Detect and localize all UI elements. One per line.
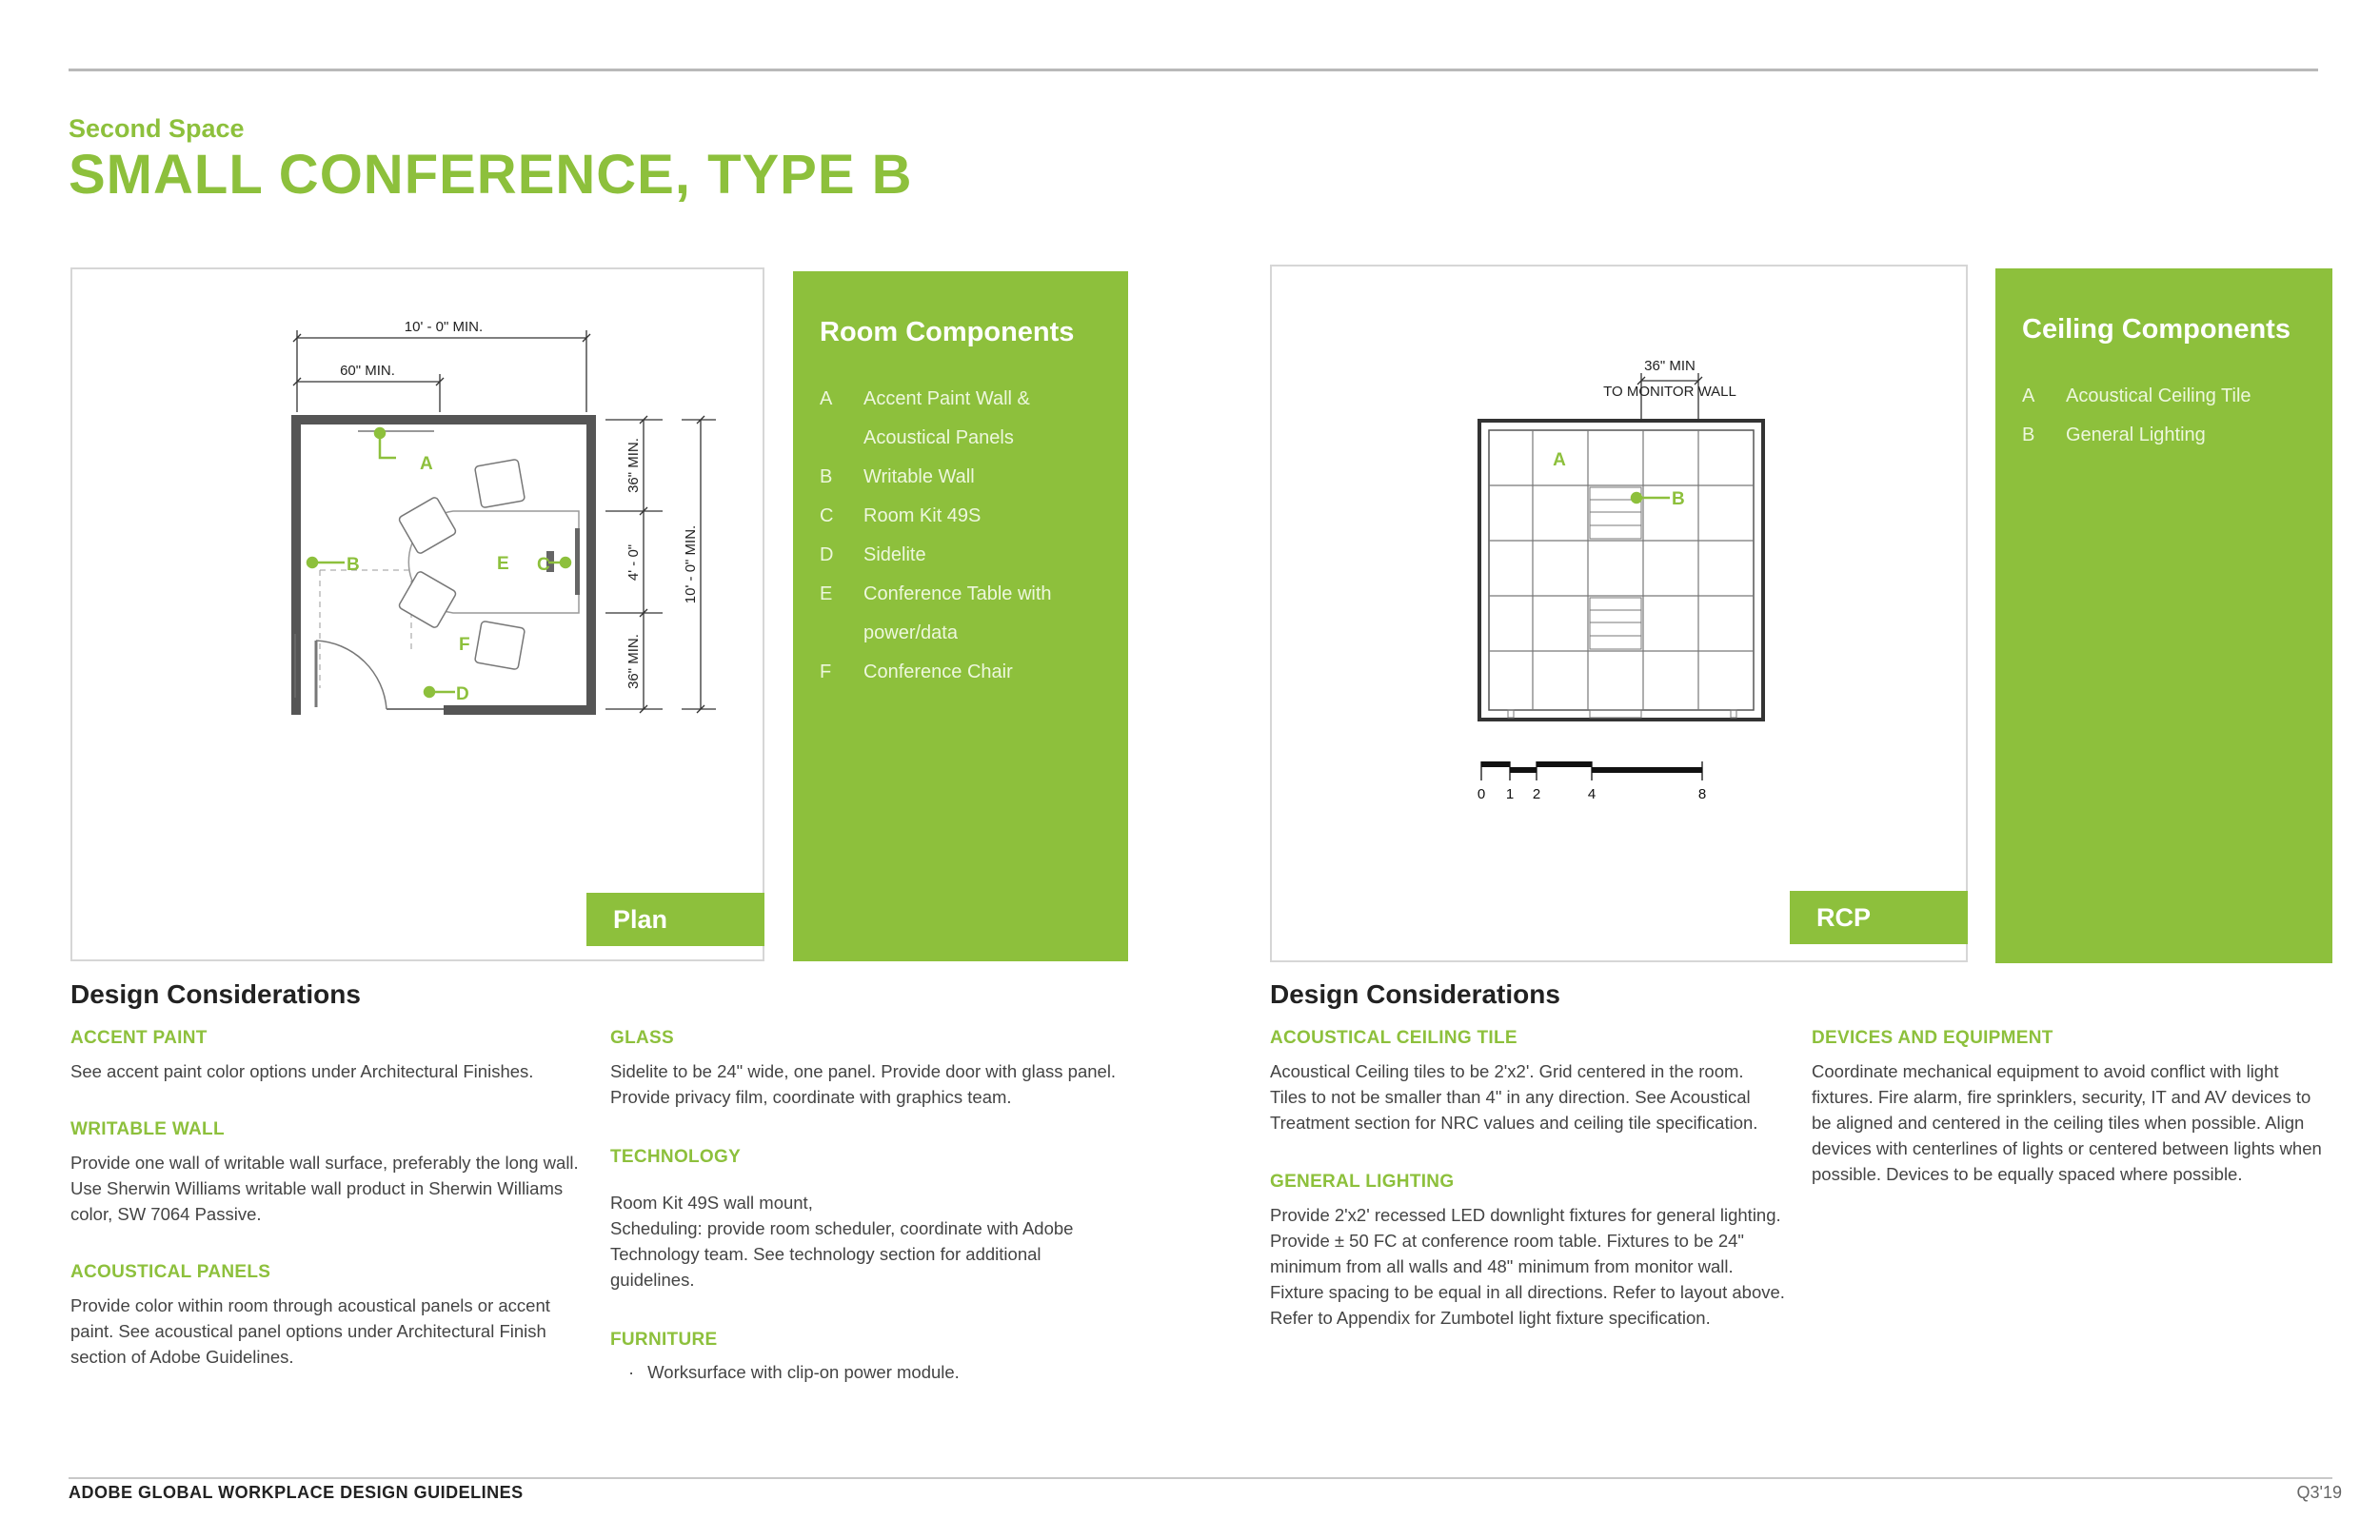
page-title: SMALL CONFERENCE, TYPE B [69,144,913,206]
room-component-letter: F [820,661,832,682]
plan-dim-partial-width: 60" MIN. [340,363,395,379]
room-component-text: Sidelite [863,544,926,565]
ceiling-component-letter: A [2022,385,2035,406]
devices-body: Coordinate mechanical equipment to avoid conflict with light fixtures. Fire alarm, fire sprinklers, security, IT and AV devices to be aligned and centered in the ceiling tiles when possible. Align devices with centerlines of lights or centered between lights when possible. Devices to be equally spaced where possible. [1812,1061,2322,1184]
room-component-text: Conference Table with power/data [863,583,1052,643]
rcp-dim-line2: TO MONITOR WALL [1603,384,1736,400]
room-component-text: Conference Chair [863,661,1013,682]
room-component-item [820,458,1073,497]
ceiling-component-item [2022,377,2275,416]
right-design-considerations-title: Design Considerations [1270,979,1560,1009]
room-components-title: Room Components [820,317,1075,347]
writable-wall-body: Provide one wall of writable wall surface, preferably the long wall. Use Sherwin Williams writable wall product in Sherwin Williams color, SW 7064 Passive. [70,1153,579,1224]
footer-title: ADOBE GLOBAL WORKPLACE DESIGN GUIDELINES [69,1483,524,1502]
room-component-text: Writable Wall [863,466,975,487]
scale-bar [1481,761,1702,780]
plan-drawing-frame [70,267,764,961]
acoustical-panels-heading: ACOUSTICAL PANELS [70,1262,271,1282]
footer-date: Q3'19 [2296,1483,2342,1502]
page-subtitle: Second Space [69,114,245,143]
door-symbol [316,641,444,709]
room-component-item [820,380,1073,458]
ceiling-components-title: Ceiling Components [2022,314,2291,345]
furniture-heading: FURNITURE [610,1330,718,1350]
scale-label: 8 [1697,786,1707,802]
furniture-bullet-text: Worksurface with clip-on power module. [647,1362,960,1382]
top-rule [69,69,2318,71]
general-lighting-heading: GENERAL LIGHTING [1270,1172,1455,1192]
plan-dim-bottom-segment: 36" MIN. [625,634,642,689]
room-component-item [820,575,1073,653]
plan-label-a: A [420,454,433,474]
rcp-drawing-frame [1270,265,1968,962]
plan-dim-top-segment: 36" MIN. [625,438,642,493]
rcp-drawing [1272,267,1966,960]
plan-dim-overall-height: 10' - 0" MIN. [683,524,699,604]
furniture-bullet-item [628,1359,960,1385]
room-component-letter: A [820,388,833,409]
plan-label-e: E [497,554,509,574]
room-component-item [820,497,1073,536]
room-component-letter: C [820,505,834,526]
room-component-letter: D [820,544,834,565]
room-component-letter: E [820,583,833,604]
scale-label: 0 [1477,786,1486,802]
ceiling-component-item [2022,416,2275,455]
plan-tag: Plan [586,893,764,946]
room-components-panel [793,271,1128,961]
scale-label: 4 [1587,786,1597,802]
ceiling-tile-body: Acoustical Ceiling tiles to be 2'x2'. Grid centered in the room. Tiles to not be smaller than 4" in any direction. See Acoustical Treatment section for NRC values and ceiling tile specification. [1270,1061,1758,1133]
footer-rule [69,1477,2332,1479]
plan-dim-middle-segment: 4' - 0" [625,543,642,582]
ceiling-components-list [2022,377,2275,455]
writable-wall-heading: WRITABLE WALL [70,1119,225,1139]
glass-body: Sidelite to be 24" wide, one panel. Provide door with glass panel. Provide privacy film, coordinate with graphics team. [610,1061,1117,1107]
left-design-considerations-title: Design Considerations [70,979,361,1009]
room-component-item [820,653,1073,692]
plan-label-b: B [347,555,360,575]
plan-drawing [72,269,763,959]
room-components-list [820,380,1073,692]
scale-label: 2 [1532,786,1541,802]
room-component-text: Room Kit 49S [863,505,982,526]
ceiling-component-letter: B [2022,424,2035,445]
ceiling-tile-heading: ACOUSTICAL CEILING TILE [1270,1028,1517,1048]
bullet-icon: · [628,1362,635,1382]
technology-line1: Room Kit 49S wall mount, [610,1193,813,1213]
room-component-text: Accent Paint Wall & Acoustical Panels [863,388,1030,448]
acoustical-panels-body: Provide color within room through acoustical panels or accent paint. See acoustical panel options under Architectural Finish section of Adobe Guidelines. [70,1295,550,1367]
scale-label: 1 [1505,786,1515,802]
ceiling-component-text: Acoustical Ceiling Tile [2066,385,2251,406]
ceiling-component-text: General Lighting [2066,424,2206,445]
plan-dim-overall-width: 10' - 0" MIN. [404,319,484,335]
rcp-label-b: B [1672,489,1685,509]
plan-label-c: C [537,555,550,575]
rcp-dim-line1: 36" MIN [1644,358,1696,374]
technology-heading: TECHNOLOGY [610,1147,742,1167]
devices-heading: DEVICES AND EQUIPMENT [1812,1028,2053,1048]
rcp-tag: RCP [1790,891,1968,944]
plan-label-d: D [456,684,469,704]
room-component-item [820,536,1073,575]
rcp-label-a: A [1553,450,1566,470]
room-component-letter: B [820,466,833,487]
accent-paint-heading: ACCENT PAINT [70,1028,208,1048]
glass-heading: GLASS [610,1028,674,1048]
general-lighting-body: Provide 2'x2' recessed LED downlight fixtures for general lighting. Provide ± 50 FC at conference room table. Fixtures to be 24" minimum from all walls and 48" minimum from monitor wall. Fixture spacing to be equal in all directions. Refer to layout above. Refer to Appendix for Zumbotel light fixture specification. [1270,1205,1785,1328]
plan-label-f: F [459,635,470,655]
accent-paint-body: See accent paint color options under Architectural Finishes. [70,1061,534,1081]
ceiling-components-panel [1995,268,2332,963]
technology-line2: Scheduling: provide room scheduler, coordinate with Adobe Technology team. See technology section for additional guidelines. [610,1218,1074,1290]
